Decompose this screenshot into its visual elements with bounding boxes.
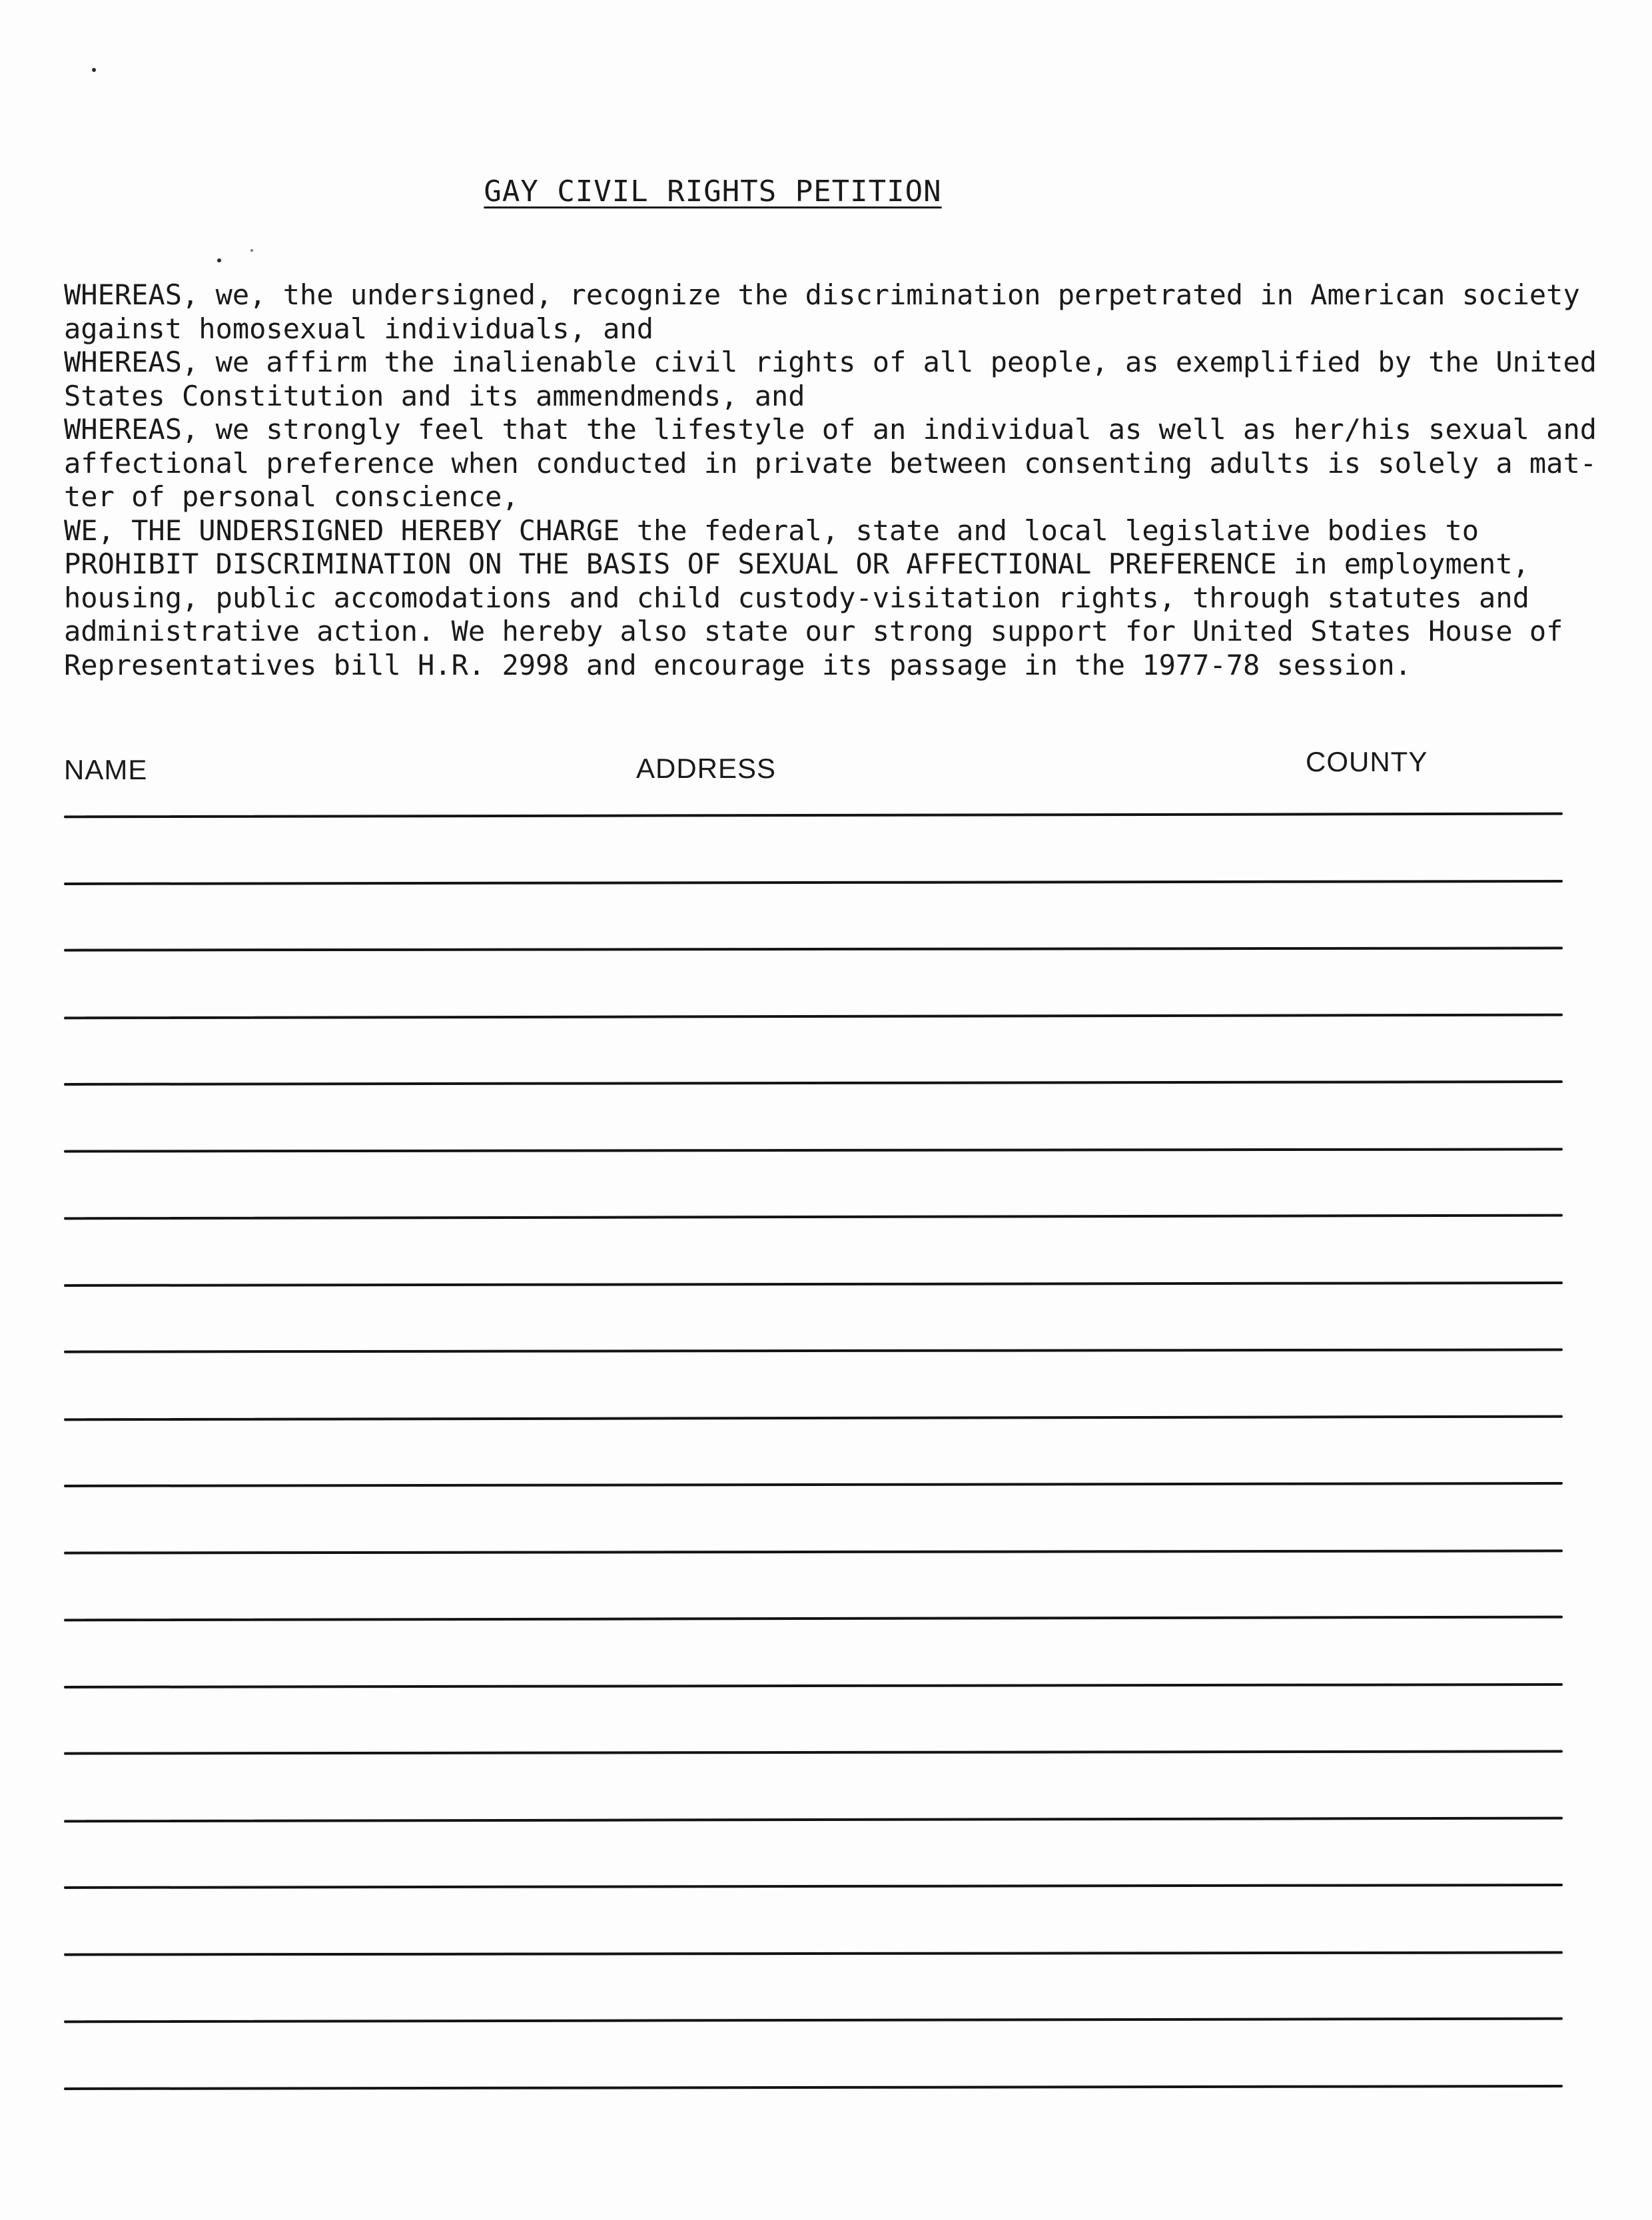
signature-line[interactable] bbox=[64, 946, 1563, 951]
signature-line[interactable] bbox=[64, 1214, 1563, 1220]
body-line: WHEREAS, we affirm the inalienable civil rights of all people, as exemplified by the United bbox=[64, 346, 1597, 378]
signature-line[interactable] bbox=[64, 1951, 1563, 1956]
body-line: ter of personal conscience, bbox=[64, 480, 519, 513]
body-line: administrative action. We hereby also state our strong support for United States House of bbox=[64, 615, 1563, 647]
signature-line[interactable] bbox=[64, 1080, 1563, 1086]
body-line: WHEREAS, we, the undersigned, recognize the discrimination perpetrated in American society bbox=[64, 278, 1580, 311]
body-line: housing, public accomodations and child custody-visitation rights, through statutes and bbox=[64, 581, 1529, 614]
signature-line[interactable] bbox=[64, 1415, 1563, 1421]
paper-speck bbox=[92, 68, 96, 72]
signature-line[interactable] bbox=[64, 2018, 1563, 2024]
signature-line[interactable] bbox=[64, 1750, 1563, 1754]
signature-line[interactable] bbox=[64, 880, 1563, 885]
signature-line[interactable] bbox=[64, 1616, 1563, 1622]
signature-line[interactable] bbox=[64, 1683, 1563, 1688]
petition-body bbox=[64, 278, 1597, 682]
body-line: affectional preference when conducted in private between consenting adults is solely a mat- bbox=[64, 446, 1597, 480]
signature-line[interactable] bbox=[64, 1348, 1563, 1353]
paper-speck bbox=[250, 249, 253, 252]
column-header-county: COUNTY bbox=[1306, 746, 1428, 777]
paper-speck bbox=[217, 258, 221, 262]
column-header-address: ADDRESS bbox=[636, 753, 777, 784]
petition-title: GAY CIVIL RIGHTS PETITION bbox=[484, 175, 942, 208]
signature-line[interactable] bbox=[64, 1482, 1563, 1487]
signature-line[interactable] bbox=[64, 1282, 1563, 1287]
column-header-name: NAME bbox=[64, 754, 148, 785]
signature-line[interactable] bbox=[64, 1817, 1563, 1823]
signature-line[interactable] bbox=[64, 1549, 1563, 1554]
signature-line[interactable] bbox=[64, 1148, 1563, 1152]
signature-line[interactable] bbox=[64, 1014, 1563, 1020]
body-line: against homosexual individuals, and bbox=[64, 312, 654, 345]
signature-line[interactable] bbox=[64, 813, 1563, 819]
body-line: WE, THE UNDERSIGNED HEREBY CHARGE the federal, state and local legislative bodies to bbox=[64, 514, 1479, 547]
body-line: States Constitution and its ammendmends, and bbox=[64, 379, 805, 412]
body-line: Representatives bill H.R. 2998 and encourage its passage in the 1977-78 session. bbox=[64, 648, 1412, 681]
signature-line[interactable] bbox=[64, 2085, 1563, 2090]
body-line: PROHIBIT DISCRIMINATION ON THE BASIS OF SEXUAL OR AFFECTIONAL PREFERENCE in employment, bbox=[64, 548, 1529, 580]
body-line: WHEREAS, we strongly feel that the lifestyle of an individual as well as her/his sexual and bbox=[64, 413, 1597, 446]
signature-line[interactable] bbox=[64, 1884, 1563, 1889]
